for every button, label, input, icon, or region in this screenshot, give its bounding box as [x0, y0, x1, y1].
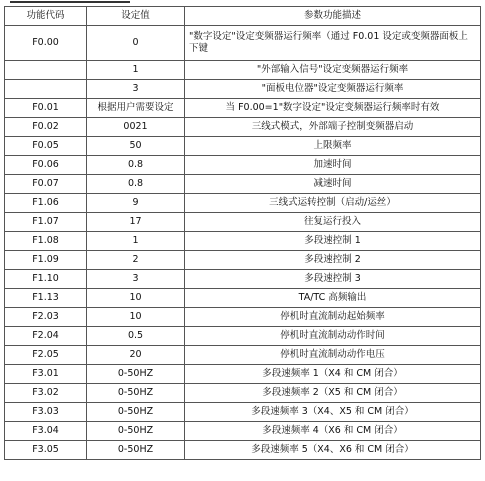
cell-description: 多段速频率 1（X4 和 CM 闭合） [185, 365, 481, 384]
table-row [5, 251, 481, 270]
cell-code: F0.00 [5, 26, 87, 61]
cell-code [5, 61, 87, 80]
cell-value: 0-50HZ [87, 422, 185, 441]
cell-value: 0.8 [87, 156, 185, 175]
cell-code: F0.05 [5, 137, 87, 156]
table-row [5, 61, 481, 80]
cell-value: 10 [87, 289, 185, 308]
cell-description: 停机时直流制动动作电压 [185, 346, 481, 365]
cell-description: 往复运行投入 [185, 213, 481, 232]
header-description: 参数功能描述 [185, 7, 481, 26]
cell-value: 0-50HZ [87, 441, 185, 460]
cell-value: 0-50HZ [87, 365, 185, 384]
cropped-heading-fragment [10, 0, 190, 4]
cell-description: 多段速控制 3 [185, 270, 481, 289]
table-row [5, 308, 481, 327]
cell-description: 多段速频率 3（X4、X5 和 CM 闭合） [185, 403, 481, 422]
table-row [5, 80, 481, 99]
cell-description: 多段速控制 1 [185, 232, 481, 251]
cell-description: "数字设定"设定变频器运行频率（通过 F0.01 设定或变频器面板上下键 [185, 26, 481, 61]
cell-value: 0021 [87, 118, 185, 137]
cell-value: 0.5 [87, 327, 185, 346]
cell-code: F1.13 [5, 289, 87, 308]
cell-value: 0-50HZ [87, 384, 185, 403]
cell-code: F1.06 [5, 194, 87, 213]
cell-value: 1 [87, 61, 185, 80]
cell-code: F3.05 [5, 441, 87, 460]
cell-value: 0 [87, 26, 185, 61]
cell-description: 停机时直流制动动作时间 [185, 327, 481, 346]
table-row [5, 289, 481, 308]
cell-code: F3.01 [5, 365, 87, 384]
header-value: 设定值 [87, 7, 185, 26]
cell-value: 1 [87, 232, 185, 251]
cell-code: F2.03 [5, 308, 87, 327]
cell-description: 加速时间 [185, 156, 481, 175]
cell-description: 三线式运转控制（启动/运丝） [185, 194, 481, 213]
cell-description: TA/TC 高频输出 [185, 289, 481, 308]
cell-description: 减速时间 [185, 175, 481, 194]
cell-value: 3 [87, 80, 185, 99]
table-row [5, 137, 481, 156]
cell-description: "面板电位器"设定变频器运行频率 [185, 80, 481, 99]
cell-code [5, 80, 87, 99]
cell-code: F2.05 [5, 346, 87, 365]
table-row [5, 26, 481, 61]
cell-value: 根据用户需要设定 [87, 99, 185, 118]
cell-code: F2.04 [5, 327, 87, 346]
cell-code: F3.02 [5, 384, 87, 403]
cell-description: 多段速控制 2 [185, 251, 481, 270]
cell-value: 0.8 [87, 175, 185, 194]
header-code: 功能代码 [5, 7, 87, 26]
cell-value: 9 [87, 194, 185, 213]
cell-description: 当 F0.00=1"数字设定"设定变频器运行频率时有效 [185, 99, 481, 118]
cell-code: F1.07 [5, 213, 87, 232]
table-row [5, 346, 481, 365]
cell-code: F0.07 [5, 175, 87, 194]
cell-value: 2 [87, 251, 185, 270]
table-row [5, 194, 481, 213]
table-row [5, 365, 481, 384]
table-row [5, 441, 481, 460]
cell-code: F3.04 [5, 422, 87, 441]
table-row [5, 403, 481, 422]
table-row [5, 99, 481, 118]
cell-value: 10 [87, 308, 185, 327]
table-row [5, 422, 481, 441]
table-row [5, 327, 481, 346]
cell-code: F0.06 [5, 156, 87, 175]
cell-code: F1.09 [5, 251, 87, 270]
table-row [5, 118, 481, 137]
table-row [5, 213, 481, 232]
cell-description: 多段速频率 4（X6 和 CM 闭合） [185, 422, 481, 441]
cell-value: 3 [87, 270, 185, 289]
cell-code: F0.02 [5, 118, 87, 137]
cell-description: "外部输入信号"设定变频器运行频率 [185, 61, 481, 80]
table-row [5, 232, 481, 251]
cell-description: 停机时直流制动起始频率 [185, 308, 481, 327]
cell-description: 上限频率 [185, 137, 481, 156]
table-row [5, 156, 481, 175]
cell-code: F1.08 [5, 232, 87, 251]
cell-value: 17 [87, 213, 185, 232]
table-row [5, 175, 481, 194]
cell-description: 多段速频率 5（X4、X6 和 CM 闭合） [185, 441, 481, 460]
cell-description: 三线式模式，外部端子控制变频器启动 [185, 118, 481, 137]
cell-code: F1.10 [5, 270, 87, 289]
cell-value: 50 [87, 137, 185, 156]
table-row [5, 384, 481, 403]
cell-code: F0.01 [5, 99, 87, 118]
cell-value: 0-50HZ [87, 403, 185, 422]
cell-code: F3.03 [5, 403, 87, 422]
table-row [5, 270, 481, 289]
parameter-table [4, 6, 481, 460]
cell-description: 多段速频率 2（X5 和 CM 闭合） [185, 384, 481, 403]
header-row [5, 7, 481, 26]
cell-value: 20 [87, 346, 185, 365]
